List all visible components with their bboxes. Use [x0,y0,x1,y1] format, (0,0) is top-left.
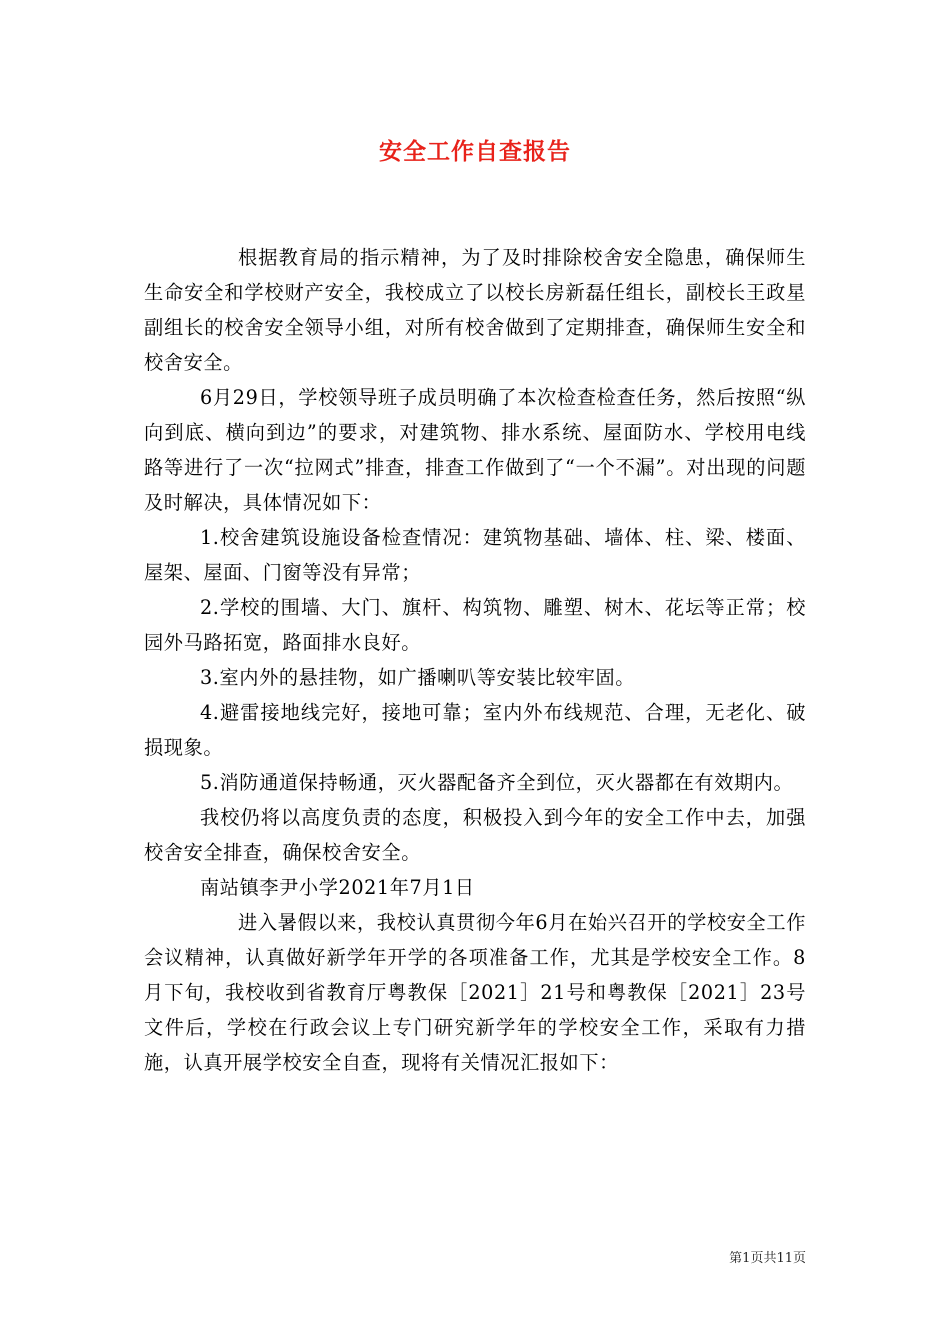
document-title: 安全工作自查报告 [379,138,571,165]
paragraph-inspection: 6月29日，学校领导班子成员明确了本次检查检查任务，然后按照“纵向到底、横向到边”的要求，对建筑物、排水系统、屋面防水、学校用电线路等进行了一次“拉网式”排查，排查工作做到了“一个不漏”。对出现的问题及时解决，具体情况如下： [144,386,806,514]
paragraph-item-1: 1.校舍建筑设施设备检查情况：建筑物基础、墙体、柱、梁、楼面、屋架、屋面、门窗等没有异常； [144,526,806,584]
paragraph-signature-date: 南站镇李尹小学2021年7月1日 [200,876,475,899]
paragraph-item-4: 4.避雷接地线完好，接地可靠；室内外布线规范、合理，无老化、破损现象。 [144,701,806,759]
paragraph-item-5: 5.消防通道保持畅通，灭火器配备齐全到位，灭火器都在有效期内。 [200,771,794,794]
paragraph-item-3: 3.室内外的悬挂物，如广播喇叭等安装比较牢固。 [200,666,636,689]
document-body [144,240,806,1080]
paragraph-intro: 根据教育局的指示精神，为了及时排除校舍安全隐患，确保师生生命安全和学校财产安全，我校成立了以校长房新磊任组长，副校长王政星副组长的校舍安全领导小组，对所有校舍做到了定期排查，确保师生安全和校舍安全。 [144,246,806,374]
paragraph-item-2: 2.学校的围墙、大门、旗杆、构筑物、雕塑、树木、花坛等正常；校园外马路拓宽，路面排水良好。 [144,596,806,654]
paragraph-second-report: 进入暑假以来，我校认真贯彻今年6月在始兴召开的学校安全工作会议精神，认真做好新学年开学的各项准备工作，尤其是学校安全工作。8月下旬，我校收到省教育厅粤教保［2021］21号和粤教保［2021］23号文件后，学校在行政会议上专门研究新学年的学校安全工作，采取有力措施，认真开展学校安全自查，现将有关情况汇报如下： [144,911,806,1074]
paragraph-conclusion: 我校仍将以高度负责的态度，积极投入到今年的安全工作中去，加强校舍安全排查，确保校舍安全。 [144,806,806,864]
page-number-footer: 第1页共11页 [729,1251,806,1266]
